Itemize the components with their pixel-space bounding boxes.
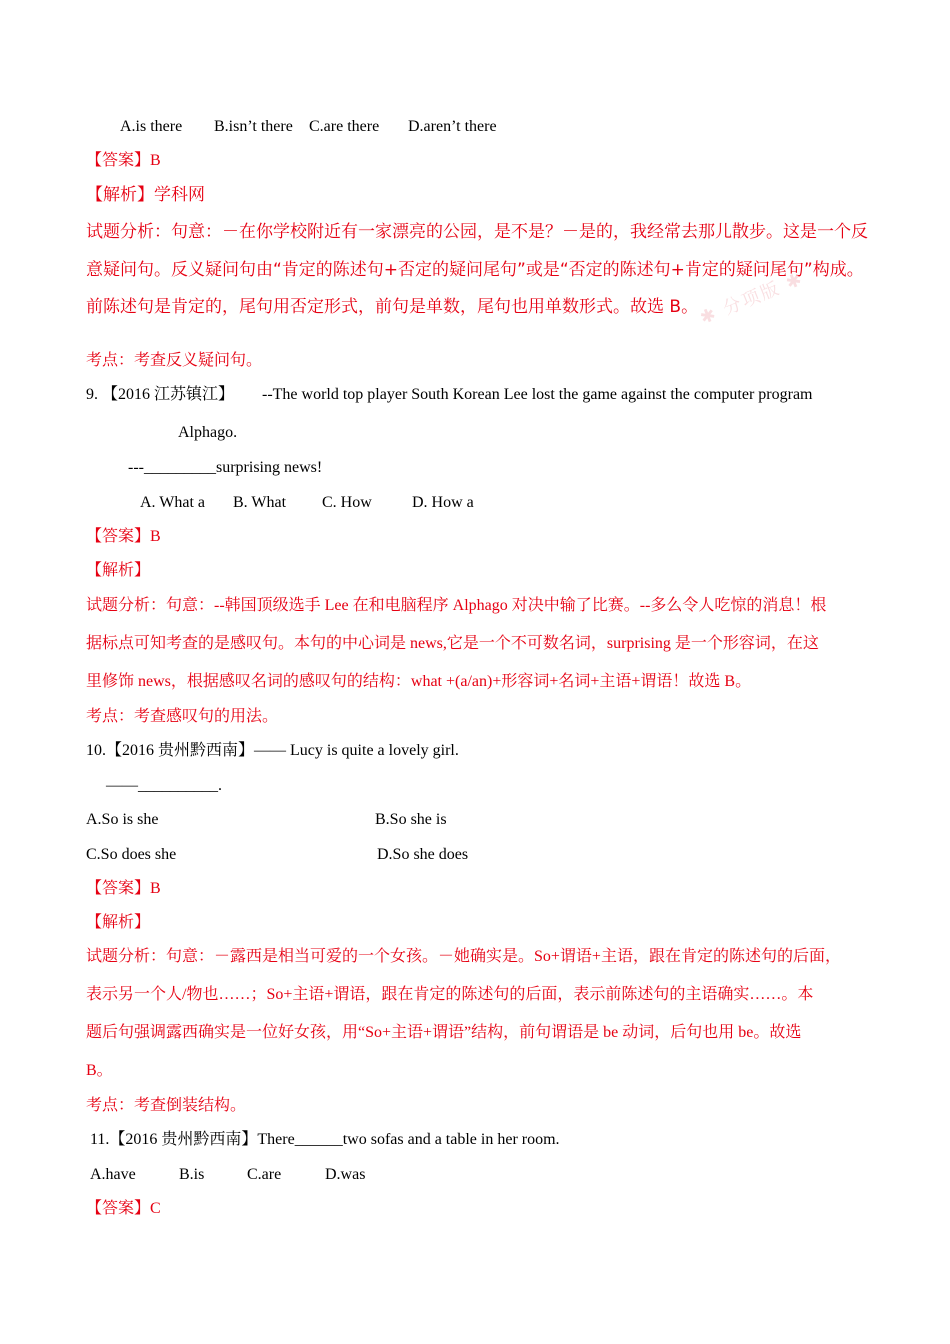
- q9-option-c: C. How: [322, 494, 372, 511]
- q10-analysis-line-1: 试题分析：句意：－露西是相当可爱的一个女孩。－她确实是。So+谓语+主语，跟在肯定的陈述句的后面，: [86, 948, 841, 965]
- q9-stem-prefix: 9. 【2016 江苏镇江】: [86, 386, 235, 403]
- q11-stem: 11.【2016 贵州黔西南】There______two sofas and a table in her room.: [90, 1131, 560, 1148]
- q10-analysis-label: 【解析】: [86, 914, 151, 931]
- q9-option-a: A. What a: [140, 494, 206, 511]
- q8-option-b: B.isn’t there: [214, 118, 293, 135]
- q8-option-d: D.aren’t there: [408, 118, 497, 135]
- q9-analysis-line-2: 据标点可知考查的是感叹句。本句的中心词是 news,它是一个不可数名词，surprising 是一个形容词，在这: [86, 635, 819, 652]
- q9-option-d: D. How a: [412, 494, 474, 511]
- q11-option-b: B.is: [179, 1166, 205, 1183]
- q10-analysis-line-3: 题后句强调露西确实是一位好女孩，用“So+主语+谓语”结构，前句谓语是 be 动词，后句也用 be。故选: [86, 1024, 802, 1041]
- q9-stem-line-1: --The world top player South Korean Lee lost the game against the computer program: [262, 386, 813, 403]
- q9-reply: ---_________surprising news!: [128, 459, 323, 476]
- q9-option-b: B. What: [233, 494, 287, 511]
- q9-analysis-line-1: 试题分析：句意：--韩国顶级选手 Lee 在和电脑程序 Alphago 对决中输了比赛。--多么令人吃惊的消息！根: [86, 597, 827, 614]
- q10-option-d: D.So she does: [377, 846, 469, 863]
- q10-reply: ——__________.: [106, 777, 222, 794]
- q9-analysis-label: 【解析】: [86, 562, 151, 579]
- q10-option-a: A.So is she: [86, 811, 159, 828]
- q8-analysis-line-3: 前陈述句是肯定的，尾句用否定形式，前句是单数，尾句也用单数形式。故选 B。: [86, 297, 699, 317]
- q8-kaodian: 考点：考查反义疑问句。: [86, 352, 263, 369]
- q10-kaodian: 考点：考查倒装结构。: [86, 1097, 247, 1114]
- q8-analysis-line-2: 意疑问句。反义疑问句由“肯定的陈述句+否定的疑问尾句”或是“否定的陈述句+肯定的疑问尾句”构成。: [86, 260, 864, 280]
- q8-option-a: A.is there: [120, 118, 183, 135]
- q10-analysis-line-4: B。: [86, 1062, 113, 1079]
- q10-answer: 【答案】B: [86, 880, 161, 897]
- q10-stem: 10.【2016 贵州黔西南】—— Lucy is quite a lovely girl.: [86, 742, 459, 759]
- q8-analysis-line-1: 试题分析：句意：－在你学校附近有一家漂亮的公园，是不是？－是的，我经常去那儿散步。这是一个反: [86, 222, 868, 242]
- q10-option-c: C.So does she: [86, 846, 177, 863]
- q9-kaodian: 考点：考查感叹句的用法。: [86, 708, 279, 725]
- watermark-stamp: ✱ 分项版 ✱: [697, 268, 807, 329]
- q10-analysis-line-2: 表示另一个人/物也……；So+主语+谓语，跟在肯定的陈述句的后面，表示前陈述句的主语确实……。本: [86, 986, 814, 1003]
- q11-option-a: A.have: [90, 1166, 136, 1183]
- q9-answer: 【答案】B: [86, 528, 161, 545]
- q11-answer: 【答案】C: [86, 1200, 161, 1217]
- q11-option-c: C.are: [247, 1166, 282, 1183]
- q8-analysis-label: 【解析】学科网: [86, 185, 205, 205]
- q11-option-d: D.was: [325, 1166, 366, 1183]
- q10-option-b: B.So she is: [375, 811, 447, 828]
- q9-analysis-line-3: 里修饰 news，根据感叹名词的感叹句的结构：what +(a/an)+形容词+名词+主语+谓语！故选 B。: [86, 673, 752, 690]
- q8-option-c: C.are there: [309, 118, 380, 135]
- q9-stem-line-2: Alphago.: [178, 424, 238, 441]
- q8-answer: 【答案】B: [86, 152, 161, 169]
